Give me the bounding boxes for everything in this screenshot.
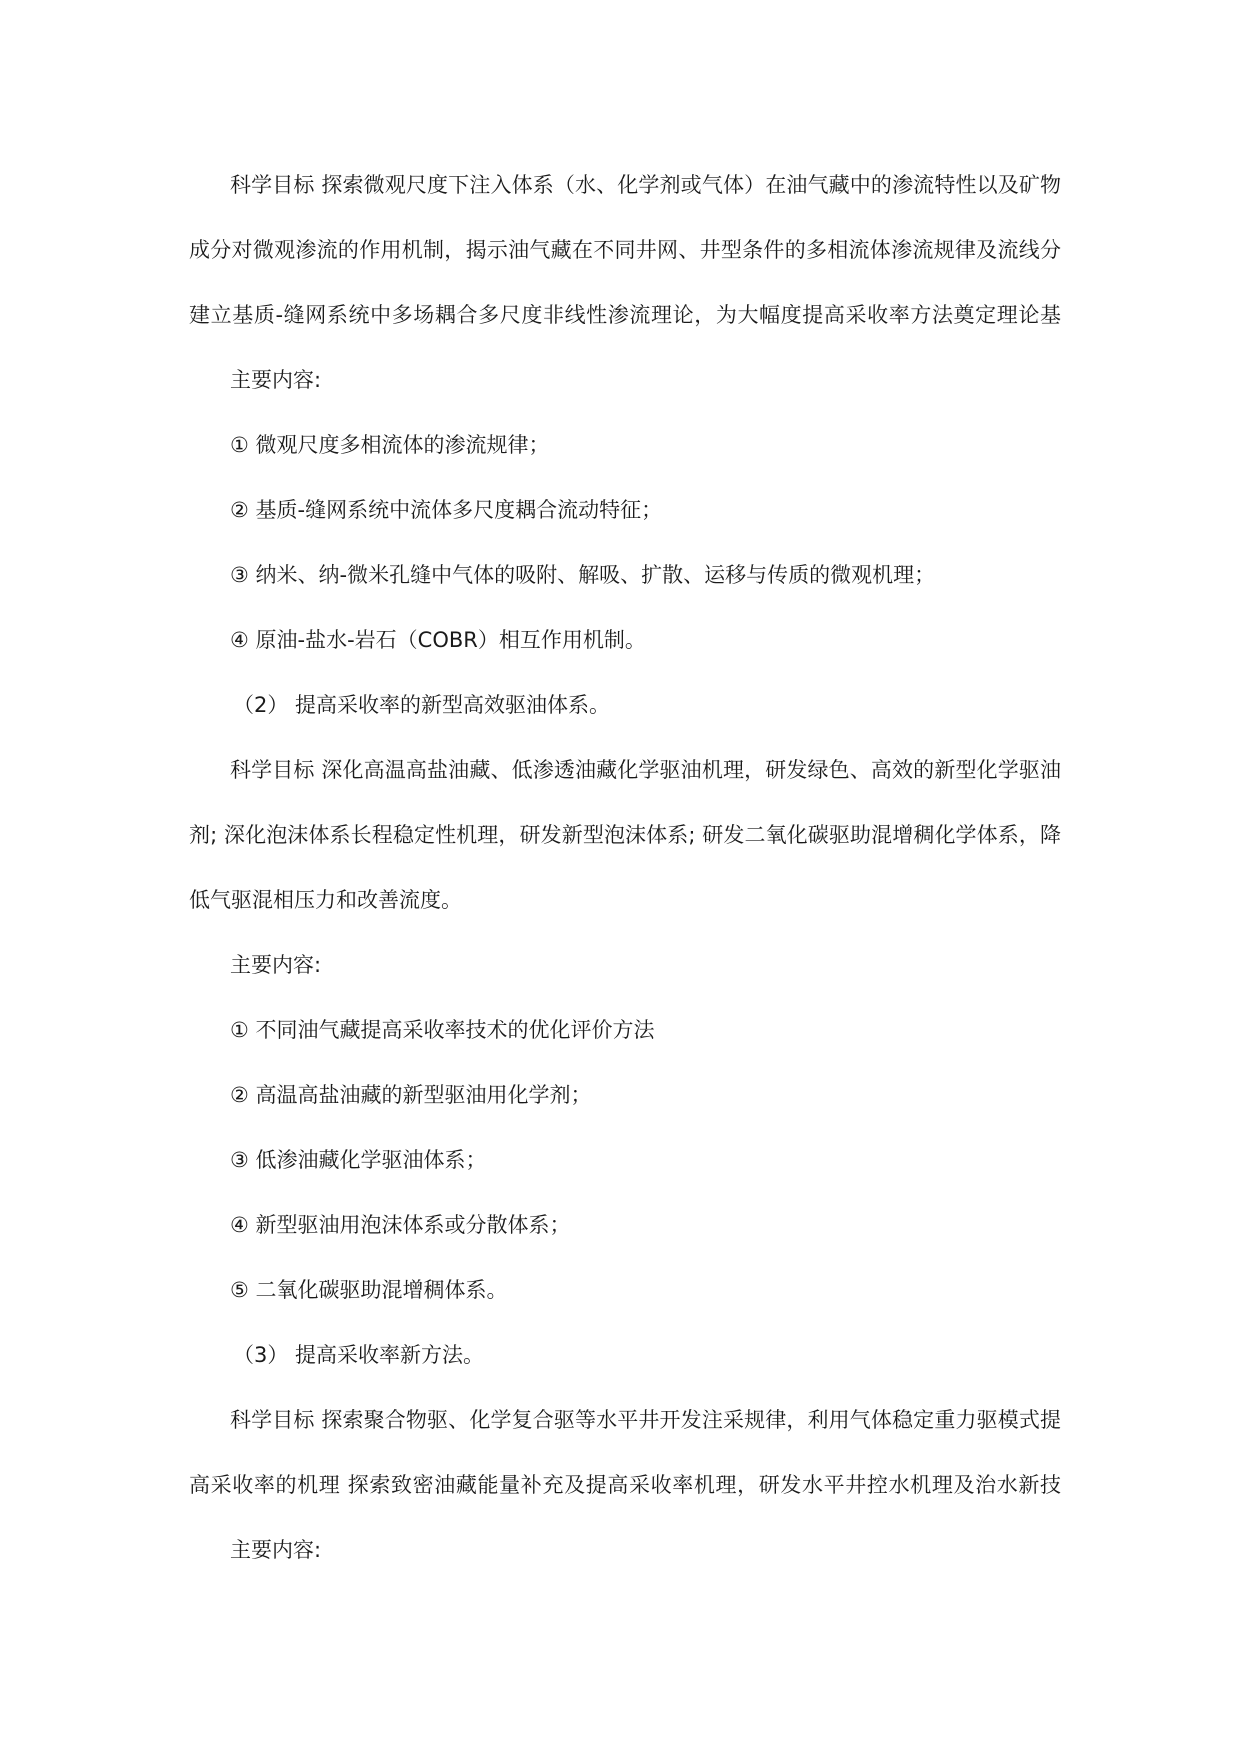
main-content-heading: 主要内容: <box>230 1538 322 1562</box>
science-goal-line: 科学目标 探索聚合物驱、化学复合驱等水平井开发注采规律，利用气体稳定重力驱模式提 <box>230 1408 1061 1432</box>
science-goal-line: 高采收率的机理 探索致密油藏能量补充及提高采收率机理，研发水平井控水机理及治水新技 <box>189 1473 1061 1497</box>
list-item: ② 高温高盐油藏的新型驱油用化学剂； <box>230 1083 592 1107</box>
section-heading: （3） 提高采收率新方法。 <box>233 1343 485 1367</box>
science-goal-line: 成分对微观渗流的作用机制，揭示油气藏在不同井网、井型条件的多相流体渗流规律及流线分 <box>189 238 1061 262</box>
science-goal-line: 建立基质-缝网系统中多场耦合多尺度非线性渗流理论，为大幅度提高采收率方法奠定理论基 <box>189 303 1061 327</box>
science-goal-line: 科学目标 深化高温高盐油藏、低渗透油藏化学驱油机理，研发绿色、高效的新型化学驱油 <box>230 758 1061 782</box>
document-page <box>189 153 1061 1583</box>
list-item: ④ 新型驱油用泡沫体系或分散体系； <box>230 1213 571 1237</box>
list-item: ① 不同油气藏提高采收率技术的优化评价方法 <box>230 1018 655 1042</box>
main-content-heading: 主要内容: <box>230 368 322 392</box>
list-item: ④ 原油-盐水-岩石（COBR）相互作用机制。 <box>230 628 646 652</box>
section-heading: （2） 提高采收率的新型高效驱油体系。 <box>233 693 611 717</box>
science-goal-line: 科学目标 探索微观尺度下注入体系（水、化学剂或气体）在油气藏中的渗流特性以及矿物 <box>230 173 1061 197</box>
list-item: ① 微观尺度多相流体的渗流规律； <box>230 433 550 457</box>
science-goal-line: 低气驱混相压力和改善流度。 <box>189 888 462 912</box>
list-item: ⑤ 二氧化碳驱助混增稠体系。 <box>230 1278 508 1302</box>
science-goal-line: 剂; 深化泡沫体系长程稳定性机理，研发新型泡沫体系; 研发二氧化碳驱助混增稠化学体系，降 <box>189 823 1061 847</box>
list-item: ③ 纳米、纳-微米孔缝中气体的吸附、解吸、扩散、运移与传质的微观机理； <box>230 563 936 587</box>
list-item: ② 基质-缝网系统中流体多尺度耦合流动特征； <box>230 498 663 522</box>
main-content-heading: 主要内容: <box>230 953 322 977</box>
list-item: ③ 低渗油藏化学驱油体系； <box>230 1148 487 1172</box>
